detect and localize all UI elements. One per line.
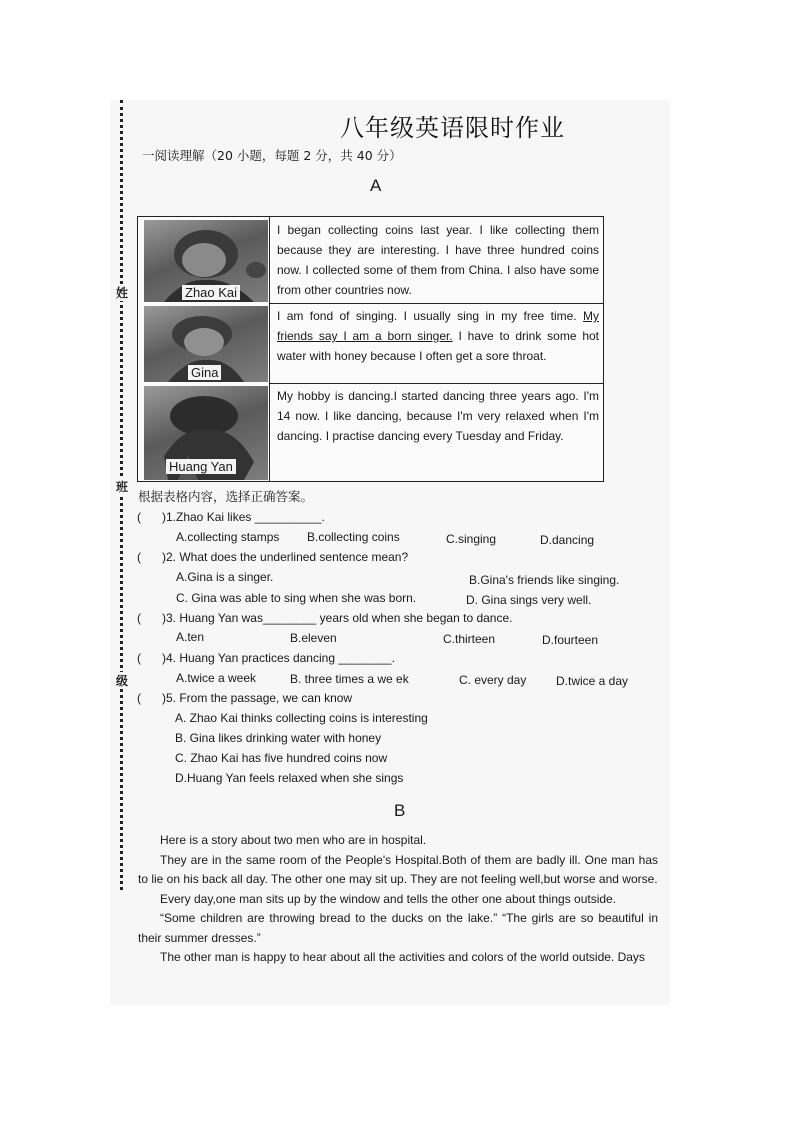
question-2 [137, 550, 409, 564]
passage-paragraph: They are in the same room of the People's Hospital.Both of them are badly ill. One man has to lie on his back all day. The other one may sit up. They are not feeling well,but worse and worse. [138, 852, 658, 886]
question-5 [137, 691, 353, 705]
margin-mark: 班 [116, 480, 129, 494]
answer-blank[interactable]: ( [137, 510, 141, 524]
table-row [138, 383, 603, 481]
question-stem: )4. Huang Yan practices dancing ________. [162, 651, 396, 665]
option-a: A. Zhao Kai thinks collecting coins is interesting [175, 711, 428, 725]
person-name: Huang Yan [166, 459, 236, 474]
option-b: B.eleven [290, 631, 337, 645]
question-stem: )5. From the passage, we can know [162, 691, 353, 705]
answer-blank[interactable]: ( [137, 611, 141, 625]
option-d: D.fourteen [542, 633, 599, 647]
question-stem: )1.Zhao Kai likes __________. [162, 510, 325, 524]
passage-a-letter: A [370, 176, 382, 195]
answer-blank[interactable]: ( [137, 651, 141, 665]
option-b: B.collecting coins [307, 530, 400, 544]
passage-paragraph: “Some children are throwing bread to the ducks on the lake.” “The girls are so beautiful in their summer dresses.” [138, 911, 658, 945]
margin-mark: 级 [116, 674, 129, 688]
table-row [138, 217, 603, 303]
question-3 [137, 611, 513, 625]
binding-line [120, 100, 123, 890]
text-part: I am fond of singing. I usually sing in my free time. [277, 309, 583, 323]
passage-paragraph: The other man is happy to hear about all the activities and colors of the world outside. Days [160, 950, 645, 964]
page-title: 八年级英语限时作业 [340, 114, 565, 142]
question-4 [137, 651, 396, 665]
passage-b-letter: B [394, 801, 406, 820]
underlined-sentence: My friends say I am a born singer. [277, 309, 599, 343]
margin-mark: 姓 [116, 286, 129, 300]
option-d: D.twice a day [556, 674, 629, 688]
option-c: C. every day [459, 673, 527, 687]
answer-blank[interactable]: ( [137, 691, 141, 705]
option-d: D. Gina sings very well. [466, 593, 592, 607]
option-d: D.Huang Yan feels relaxed when she sings [175, 771, 404, 785]
option-a: A.Gina is a singer. [176, 570, 274, 584]
questions-instruction: 根据表格内容，选择正确答案。 [138, 489, 314, 504]
option-c: C.thirteen [443, 632, 496, 646]
person-description: My hobby is dancing.I started dancing three years ago. I'm 14 now. I like dancing, because I'm very relaxed when I'm dancing. I practise dancing every Tuesday and Friday. [269, 383, 603, 481]
option-c: C. Zhao Kai has five hundred coins now [175, 751, 388, 765]
question-stem: )2. What does the underlined sentence mean? [162, 550, 409, 564]
option-b: B.Gina's friends like singing. [469, 573, 620, 587]
passage-paragraph: Every day,one man sits up by the window and tells the other one about things outside. [160, 891, 617, 906]
option-a: A.collecting stamps [176, 530, 280, 544]
person-name: Gina [188, 365, 221, 380]
passage-b [138, 831, 658, 968]
question-stem: )3. Huang Yan was________ years old when she began to dance. [162, 611, 513, 625]
option-d: D.dancing [540, 533, 595, 547]
option-c: C.singing [446, 532, 497, 546]
option-b: B. three times a we ek [290, 672, 409, 686]
hobby-table [137, 216, 604, 482]
section-header: 一阅读理解（20 小题，每题 2 分，共 40 分） [142, 148, 402, 163]
text-part: I have to drink some hot water with honey because I often get a sore throat. [277, 329, 599, 363]
option-a: A.ten [176, 630, 205, 644]
person-description: I began collecting coins last year. I like collecting them because they are interesting. I have three hundred coins now. I collected some of them from China. I also have some from other countries now. [269, 217, 603, 303]
option-a: A.twice a week [176, 671, 257, 685]
passage-paragraph: Here is a story about two men who are in hospital. [160, 833, 427, 847]
option-c: C. Gina was able to sing when she was born. [176, 591, 417, 605]
option-b: B. Gina likes drinking water with honey [175, 731, 382, 745]
person-name: Zhao Kai [182, 285, 240, 300]
table-row [138, 303, 603, 383]
question-1 [137, 510, 325, 524]
answer-blank[interactable]: ( [137, 550, 141, 564]
person-description [269, 303, 603, 383]
